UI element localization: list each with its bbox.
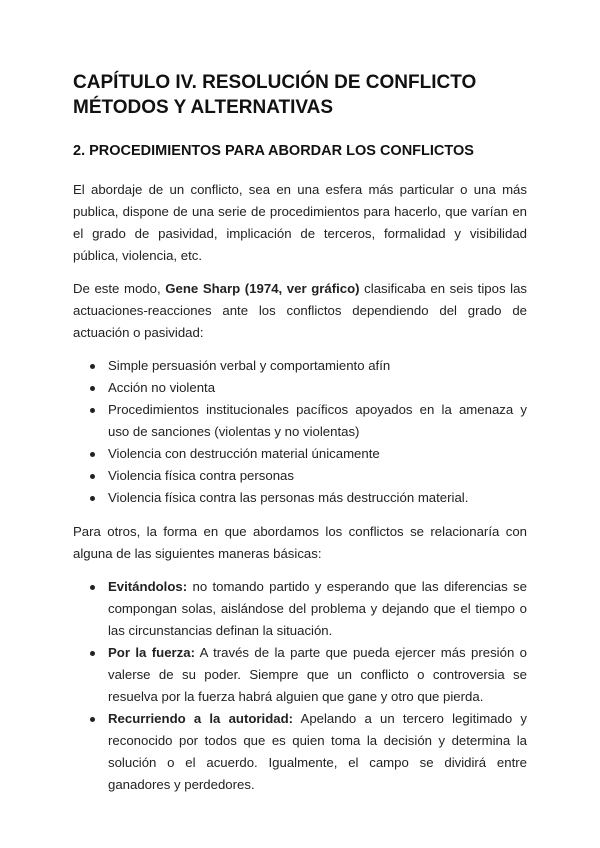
bullet-icon [90, 386, 95, 391]
list-item [73, 443, 527, 465]
chapter-title: CAPÍTULO IV. RESOLUCIÓN DE CONFLICTO MÉTODOS Y ALTERNATIVAS [73, 72, 477, 118]
list-item-text: Violencia física contra las personas más destrucción material. [108, 490, 469, 505]
list-item-text: Simple persuasión verbal y comportamiento afín [108, 358, 391, 373]
paragraph-others: Para otros, la forma en que abordamos los conflictos se relacionaría con alguna de las siguientes maneras básicas: [73, 524, 527, 561]
paragraph-intro: El abordaje de un conflicto, sea en una esfera más particular o una más publica, dispone de una serie de procedimientos para hacerlo, que varían en el grado de pasividad, implicación de terceros, formalidad y visibilidad pública, violencia, etc. [73, 182, 527, 263]
bullet-icon [90, 408, 95, 413]
bullet-icon [90, 717, 95, 722]
list-item-text: Acción no violenta [108, 380, 216, 395]
bullet-icon [90, 585, 95, 590]
list-item-text: Violencia física contra personas [108, 468, 294, 483]
list-item [73, 399, 527, 443]
method-term: Evitándolos: [108, 579, 188, 594]
method-item-avoid [73, 576, 527, 642]
method-text: Apelando a un tercero legitimado y reconocido por todos que es quien toma la decisión y determina la solución o el acuerdo. Igualmente, el campo se dividirá entre ganadores y perdedores. [108, 711, 527, 792]
list-item [73, 355, 527, 377]
methods-list [73, 576, 527, 796]
list-item [73, 487, 527, 509]
section-title: 2. PROCEDIMIENTOS PARA ABORDAR LOS CONFLICTOS [73, 143, 474, 159]
method-text: no tomando partido y esperando que las diferencias se compongan solas, aislándose del problema y dejando que el tiempo o las circunstancias definan la situación. [108, 579, 527, 638]
bullet-icon [90, 474, 95, 479]
list-item [73, 465, 527, 487]
bullet-icon [90, 364, 95, 369]
list-item-text: Procedimientos institucionales pacíficos apoyados en la amenaza y uso de sanciones (violentas y no violentas) [108, 402, 527, 439]
bullet-icon [90, 496, 95, 501]
list-item-text: Violencia con destrucción material únicamente [108, 446, 380, 461]
method-term: Recurriendo a la autoridad: [108, 711, 294, 726]
paragraph-sharp-before: De este modo, [73, 281, 166, 296]
bullet-icon [90, 651, 95, 656]
bullet-icon [90, 452, 95, 457]
paragraph-sharp [73, 278, 527, 344]
paragraph-sharp-after: clasificaba en seis tipos las actuaciones-reacciones ante los conflictos dependiendo del grado de actuación o pasividad: [73, 281, 527, 340]
method-term: Por la fuerza: [108, 645, 195, 660]
method-item-authority [73, 708, 527, 796]
sharp-reference: Gene Sharp (1974, ver gráfico) [165, 281, 360, 296]
sharp-list [73, 355, 527, 509]
method-text: A través de la parte que pueda ejercer más presión o valerse de su poder. Siempre que un conflicto o controversia se resuelva por la fuerza habrá alguien que gane y otro que pierda. [108, 645, 528, 704]
method-item-force [73, 642, 527, 708]
list-item [73, 377, 527, 399]
